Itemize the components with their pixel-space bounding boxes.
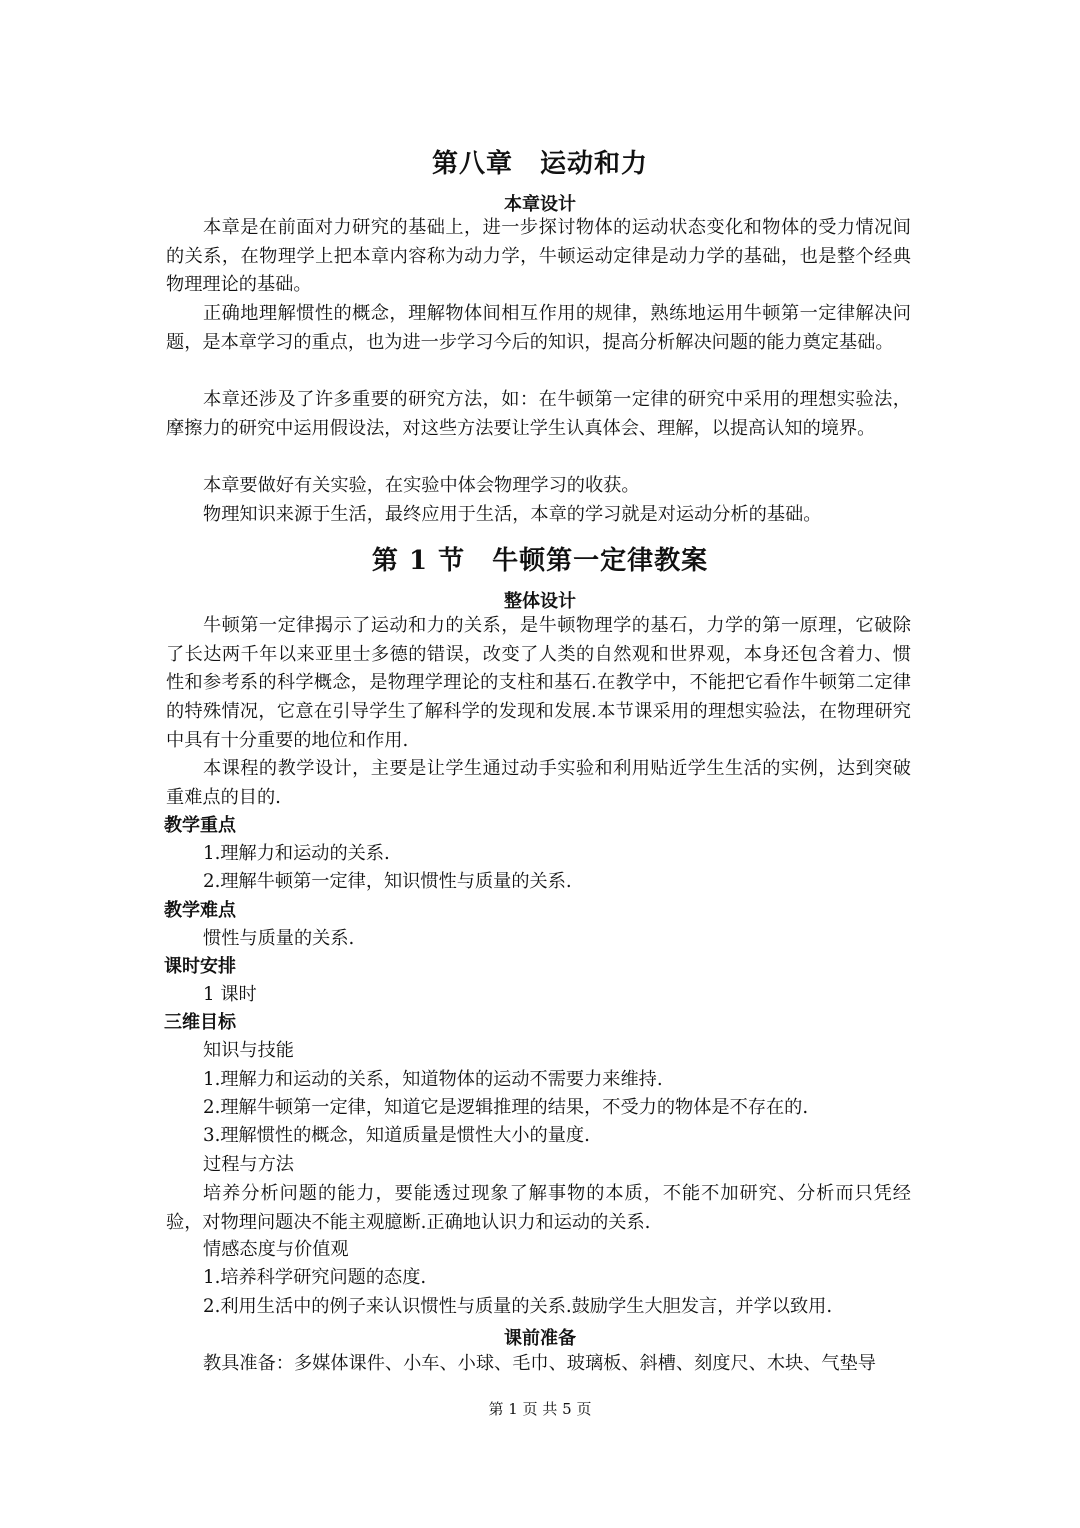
- schedule-label: 课时安排: [164, 956, 236, 977]
- knowledge-item: 2.理解牛顿第一定律，知道它是逻辑推理的结果，不受力的物体是不存在的.: [203, 1097, 809, 1118]
- schedule-item: 1 课时: [203, 984, 257, 1005]
- section-title: 第 1 节 牛顿第一定律教案: [371, 546, 709, 576]
- knowledge-item: 3.理解惯性的概念，知道质量是惯性大小的量度.: [203, 1125, 590, 1146]
- difficulty-item: 惯性与质量的关系.: [203, 928, 355, 949]
- emotion-item: 1.培养科学研究问题的态度.: [203, 1267, 427, 1288]
- chapter-design-paragraph: 本章是在前面对力研究的基础上，进一步探讨物体的运动状态变化和物体的受力情况间的关系，在物理学上把本章内容称为动力学，牛顿运动定律是动力学的基础，也是整个经典物理理论的基础。: [166, 217, 911, 296]
- chapter-design-heading: 本章设计: [504, 194, 576, 215]
- chapter-design-paragraph: 本章还涉及了许多重要的研究方法，如：在牛顿第一定律的研究中采用的理想实验法，摩擦力的研究中运用假设法，对这些方法要让学生认真体会、理解，以提高认知的境界。: [166, 389, 911, 439]
- key-point-item: 2.理解牛顿第一定律，知识惯性与质量的关系.: [203, 871, 572, 892]
- emotion-values-heading: 情感态度与价值观: [203, 1239, 349, 1260]
- chapter-design-paragraph: 物理知识来源于生活，最终应用于生活，本章的学习就是对运动分析的基础。: [203, 504, 822, 525]
- chapter-design-paragraph: 正确地理解惯性的概念，理解物体间相互作用的规律，熟练地运用牛顿第一定律解决问题，是本章学习的重点，也为进一步学习今后的知识，提高分析解决问题的能力奠定基础。: [166, 303, 911, 353]
- knowledge-item: 1.理解力和运动的关系，知道物体的运动不需要力来维持.: [203, 1069, 663, 1090]
- overall-design-paragraph: 本课程的教学设计，主要是让学生通过动手实验和利用贴近学生生活的实例，达到突破重难点的目的.: [166, 758, 911, 808]
- process-method-heading: 过程与方法: [203, 1154, 294, 1175]
- process-method-paragraph: 培养分析问题的能力，要能透过现象了解事物的本质，不能不加研究、分析而只凭经验，对物理问题决不能主观臆断.正确地认识力和运动的关系.: [166, 1183, 911, 1233]
- objectives-label: 三维目标: [164, 1012, 236, 1033]
- overall-design-heading: 整体设计: [504, 591, 576, 612]
- page-number-footer: 第 1 页 共 5 页: [488, 1400, 592, 1418]
- knowledge-skills-heading: 知识与技能: [203, 1040, 294, 1061]
- chapter-title: 第八章 运动和力: [431, 149, 648, 179]
- chapter-design-paragraph: 本章要做好有关实验，在实验中体会物理学习的收获。: [203, 475, 640, 496]
- preparation-heading: 课前准备: [504, 1328, 576, 1349]
- key-points-label: 教学重点: [164, 815, 236, 836]
- difficulties-label: 教学难点: [164, 900, 236, 921]
- emotion-item: 2.利用生活中的例子来认识惯性与质量的关系.鼓励学生大胆发言，并学以致用.: [203, 1296, 833, 1317]
- key-point-item: 1.理解力和运动的关系.: [203, 843, 390, 864]
- preparation-text: 教具准备：多媒体课件、小车、小球、毛巾、玻璃板、斜槽、刻度尺、木块、气垫导: [203, 1353, 876, 1374]
- overall-design-paragraph: 牛顿第一定律揭示了运动和力的关系，是牛顿物理学的基石，力学的第一原理，它破除了长达两千年以来亚里士多德的错误，改变了人类的自然观和世界观，本身还包含着力、惯性和参考系的科学概念，是物理学理论的支柱和基石.在教学中，不能把它看作牛顿第二定律的特殊情况，它意在引导学生了解科学的发现和发展.本节课采用的理想实验法，在物理研究中具有十分重要的地位和作用.: [166, 615, 911, 751]
